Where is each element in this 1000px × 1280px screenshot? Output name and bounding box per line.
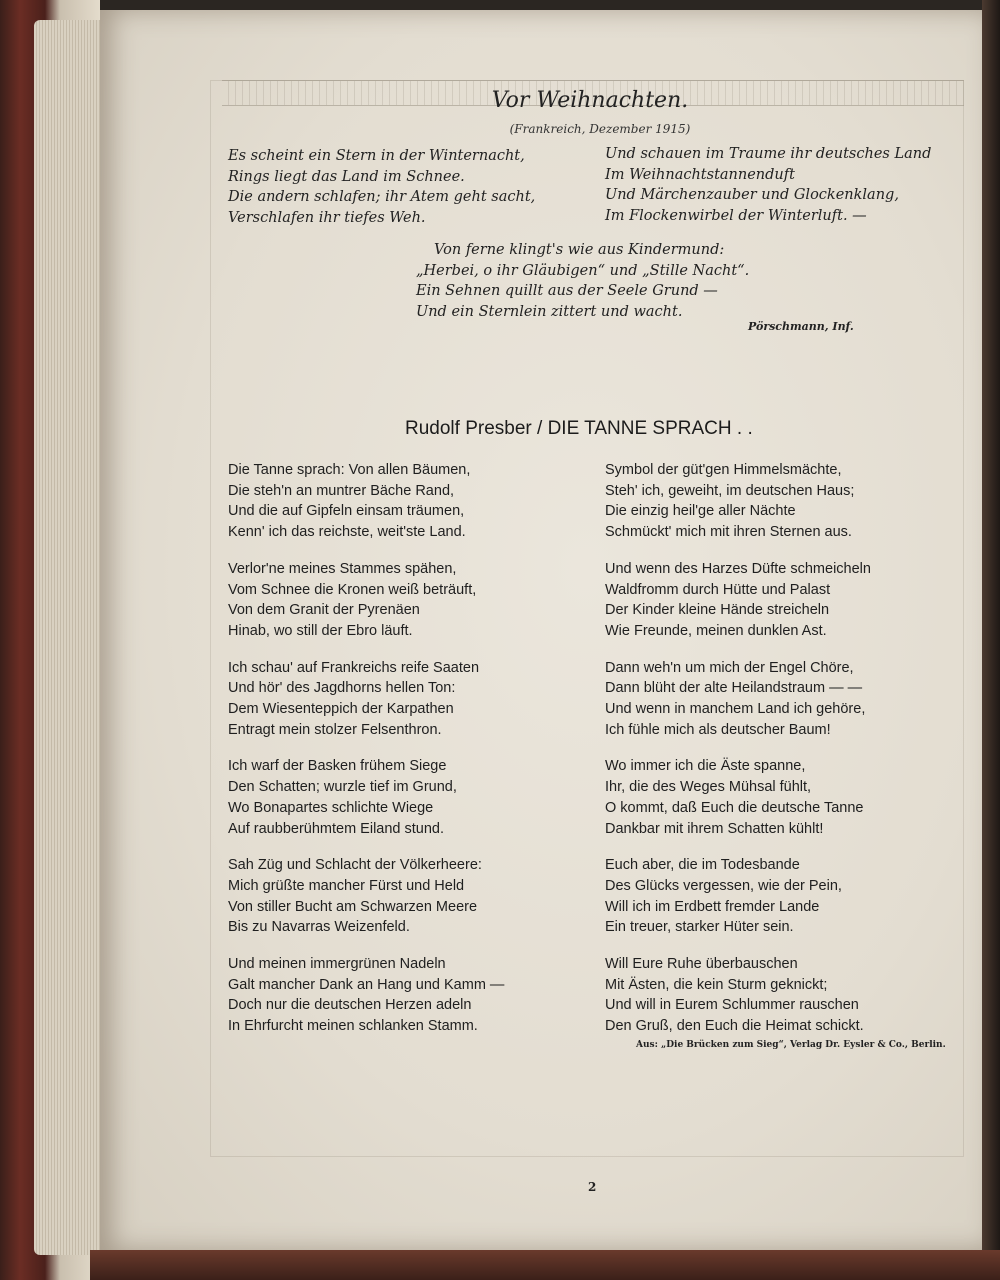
poem-line: Ich schau' auf Frankreichs reife Saaten — [228, 659, 480, 676]
poem2-heading: Rudolf Presber / DIE TANNE SPRACH . . — [405, 418, 753, 439]
poem-line: Die Tanne sprach: Von allen Bäumen, — [228, 462, 471, 478]
poem-line: Mit Ästen, die kein Sturm geknickt; — [605, 976, 828, 993]
poem-line: Will Eure Ruhe überbauschen — [605, 956, 798, 973]
poem-line: O kommt, daß Euch die deutsche Tanne — [605, 799, 864, 816]
stanza — [605, 756, 871, 839]
poem-line: Ein treuer, starker Hüter sein. — [605, 919, 794, 936]
poem-line: Und wenn des Harzes Düfte schmeicheln — [605, 560, 871, 577]
poem1-author: Pörschmann, Inf. — [748, 320, 854, 333]
poem-line: Und will in Eurem Schlummer rauschen — [605, 997, 859, 1014]
poem-line: Ein Sehnen quillt aus der Seele Grund — — [416, 283, 718, 299]
poem-line: Wo Bonapartes schlichte Wiege — [228, 799, 434, 816]
poem-line: Verschlafen ihr tiefes Weh. — [228, 209, 426, 226]
poem-line: Wie Freunde, meinen dunklen Ast. — [605, 622, 827, 639]
poem-line: Verlor'ne meines Stammes spähen, — [228, 560, 457, 577]
poem-line: Von ferne klingt's wie aus Kindermund: — [434, 242, 725, 258]
poem1-right-column — [605, 144, 931, 226]
stanza — [605, 460, 871, 543]
stanza — [228, 756, 504, 839]
poem-line: Mich grüßte mancher Fürst und Held — [228, 877, 465, 894]
poem-line: Symbol der güt'gen Himmelsmächte, — [605, 462, 842, 478]
page-number: 2 — [588, 1180, 597, 1194]
poem-line: Die steh'n an muntrer Bäche Rand, — [228, 482, 455, 499]
poem-line: Den Schatten; wurzle tief im Grund, — [228, 779, 457, 796]
poem1-left-column — [228, 146, 535, 228]
poem-line: Euch aber, die im Todesbande — [605, 857, 800, 874]
poem2-right-column — [605, 460, 871, 1053]
poem-line: Bis zu Navarras Weizenfeld. — [228, 919, 410, 936]
stanza — [228, 658, 504, 741]
poem-line: Die einzig heil'ge aller Nächte — [605, 503, 796, 520]
poem-line: Ihr, die des Weges Mühsal fühlt, — [605, 779, 812, 796]
poem-line: Und hör' des Jagdhorns hellen Ton: — [228, 680, 456, 697]
poem-line: Rings liegt das Land im Schnee. — [228, 168, 465, 185]
poem-line: Es scheint ein Stern in der Winternacht, — [228, 148, 525, 164]
right-edge — [982, 0, 1000, 1280]
poem1-subtitle: (Frankreich, Dezember 1915) — [509, 122, 691, 136]
poem-line: Und schauen im Traume ihr deutsches Land — [605, 146, 932, 162]
poem-line: Im Weihnachtstannenduft — [605, 166, 795, 183]
poem-line: „Herbei, o ihr Gläubigen“ und „Stille Nacht“. — [416, 262, 750, 279]
poem1-title: Vor Weihnachten. — [491, 88, 689, 113]
poem-line: Den Gruß, den Euch die Heimat schickt. — [605, 1018, 864, 1035]
poem-line: Und wenn in manchem Land ich gehöre, — [605, 701, 866, 718]
poem-line: Dankbar mit ihrem Schatten kühlt! — [605, 820, 824, 837]
stanza — [605, 954, 871, 1037]
poem-line: Will ich im Erdbett fremder Lande — [605, 898, 820, 915]
stanza — [228, 460, 504, 543]
poem-line: Die andern schlafen; ihr Atem geht sacht, — [228, 189, 536, 205]
poem-line: Und die auf Gipfeln einsam träumen, — [228, 503, 465, 520]
poem-line: Waldfromm durch Hütte und Palast — [605, 581, 831, 598]
poem-line: Wo immer ich die Äste spanne, — [605, 758, 806, 775]
poem-line: Auf raubberühmtem Eiland stund. — [228, 820, 445, 837]
stanza — [605, 855, 871, 938]
poem-line: In Ehrfurcht meinen schlanken Stamm. — [228, 1018, 478, 1035]
poem-line: Ich warf der Basken frühem Siege — [228, 758, 447, 775]
poem-line: Von dem Granit der Pyrenäen — [228, 602, 420, 619]
source-citation: Aus: „Die Brücken zum Sieg“, Verlag Dr. Eysler & Co., Berlin. — [636, 1040, 946, 1050]
poem-line: Sah Züg und Schlacht der Völkerheere: — [228, 857, 482, 874]
poem-line: Des Glücks vergessen, wie der Pein, — [605, 877, 842, 894]
poem-line: Im Flockenwirbel der Winterluft. — — [605, 207, 867, 224]
poem-line: Vom Schnee die Kronen weiß beträuft, — [228, 581, 477, 598]
bottom-edge — [90, 1250, 1000, 1280]
stanza — [228, 559, 504, 642]
poem-line: Und Märchenzauber und Glockenklang, — [605, 187, 899, 203]
stanza — [228, 954, 504, 1037]
poem-line: Von stiller Bucht am Schwarzen Meere — [228, 898, 478, 915]
poem-line: Kenn' ich das reichste, weit'ste Land. — [228, 524, 466, 541]
poem-line: Der Kinder kleine Hände streicheln — [605, 602, 830, 619]
poem-line: Entragt mein stolzer Felsenthron. — [228, 721, 442, 738]
poem-line: Dem Wiesenteppich der Karpathen — [228, 701, 454, 718]
poem-line: Hinab, wo still der Ebro läuft. — [228, 622, 413, 639]
poem-line: Und ein Sternlein zittert und wacht. — [416, 303, 683, 320]
poem1-center-column — [416, 240, 749, 322]
poem-line: Dann weh'n um mich der Engel Chöre, — [605, 659, 854, 676]
stanza — [605, 559, 871, 642]
poem2-left-column — [228, 460, 504, 1053]
stanza — [605, 658, 871, 741]
poem-line: Ich fühle mich als deutscher Baum! — [605, 721, 831, 738]
poem-line: Schmückt' mich mit ihren Sternen aus. — [605, 524, 852, 541]
poem-line: Galt mancher Dank an Hang und Kamm — — [228, 976, 505, 993]
stanza — [228, 855, 504, 938]
poem-line: Dann blüht der alte Heilandstraum — — — [605, 680, 863, 697]
poem-line: Und meinen immergrünen Nadeln — [228, 956, 446, 973]
poem-line: Steh' ich, geweiht, im deutschen Haus; — [605, 482, 855, 499]
poem-line: Doch nur die deutschen Herzen adeln — [228, 997, 472, 1014]
